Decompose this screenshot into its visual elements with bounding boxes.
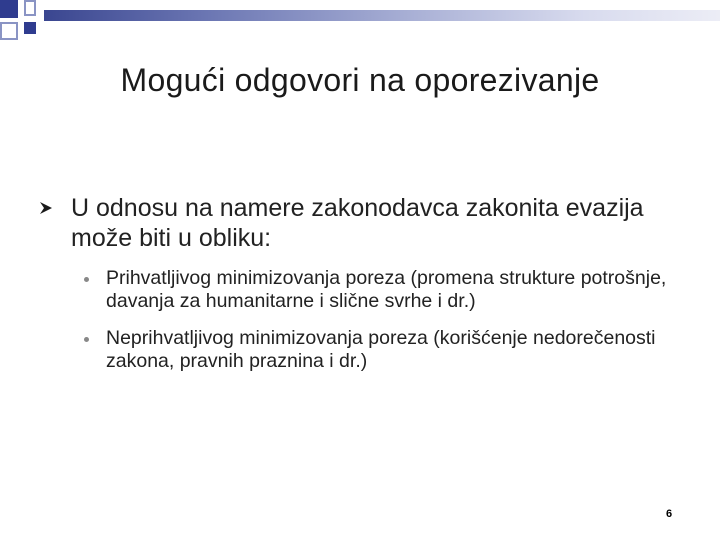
arrow-bullet-icon xyxy=(39,201,53,215)
sub-bullet-text: Neprihvatljivog minimizovanja poreza (korišćenje nedorečenosti zakona, pravnih praznina i dr.) xyxy=(106,327,656,372)
decor-square-navy-2 xyxy=(24,22,36,34)
slide-content xyxy=(55,193,675,373)
decor-square-outline-1 xyxy=(0,22,18,40)
dot-bullet-icon xyxy=(84,277,89,282)
dot-bullet-icon xyxy=(84,337,89,342)
decor-square-navy-1 xyxy=(0,0,18,18)
main-bullet-text: U odnosu na namere zakonodavca zakonita evazija može biti u obliku: xyxy=(71,194,644,252)
decor-square-outline-2 xyxy=(24,0,36,16)
main-bullet xyxy=(55,193,675,253)
page-number: 6 xyxy=(666,508,673,520)
sub-bullet-2 xyxy=(101,327,675,373)
sub-bullet-1 xyxy=(101,267,675,313)
header-gradient-bar xyxy=(44,10,720,21)
slide-title: Mogući odgovori na oporezivanje xyxy=(120,62,600,98)
sub-bullet-text: Prihvatljivog minimizovanja poreza (promena strukture potrošnje, davanja za humanitarne i slične svrhe i dr.) xyxy=(106,267,667,312)
